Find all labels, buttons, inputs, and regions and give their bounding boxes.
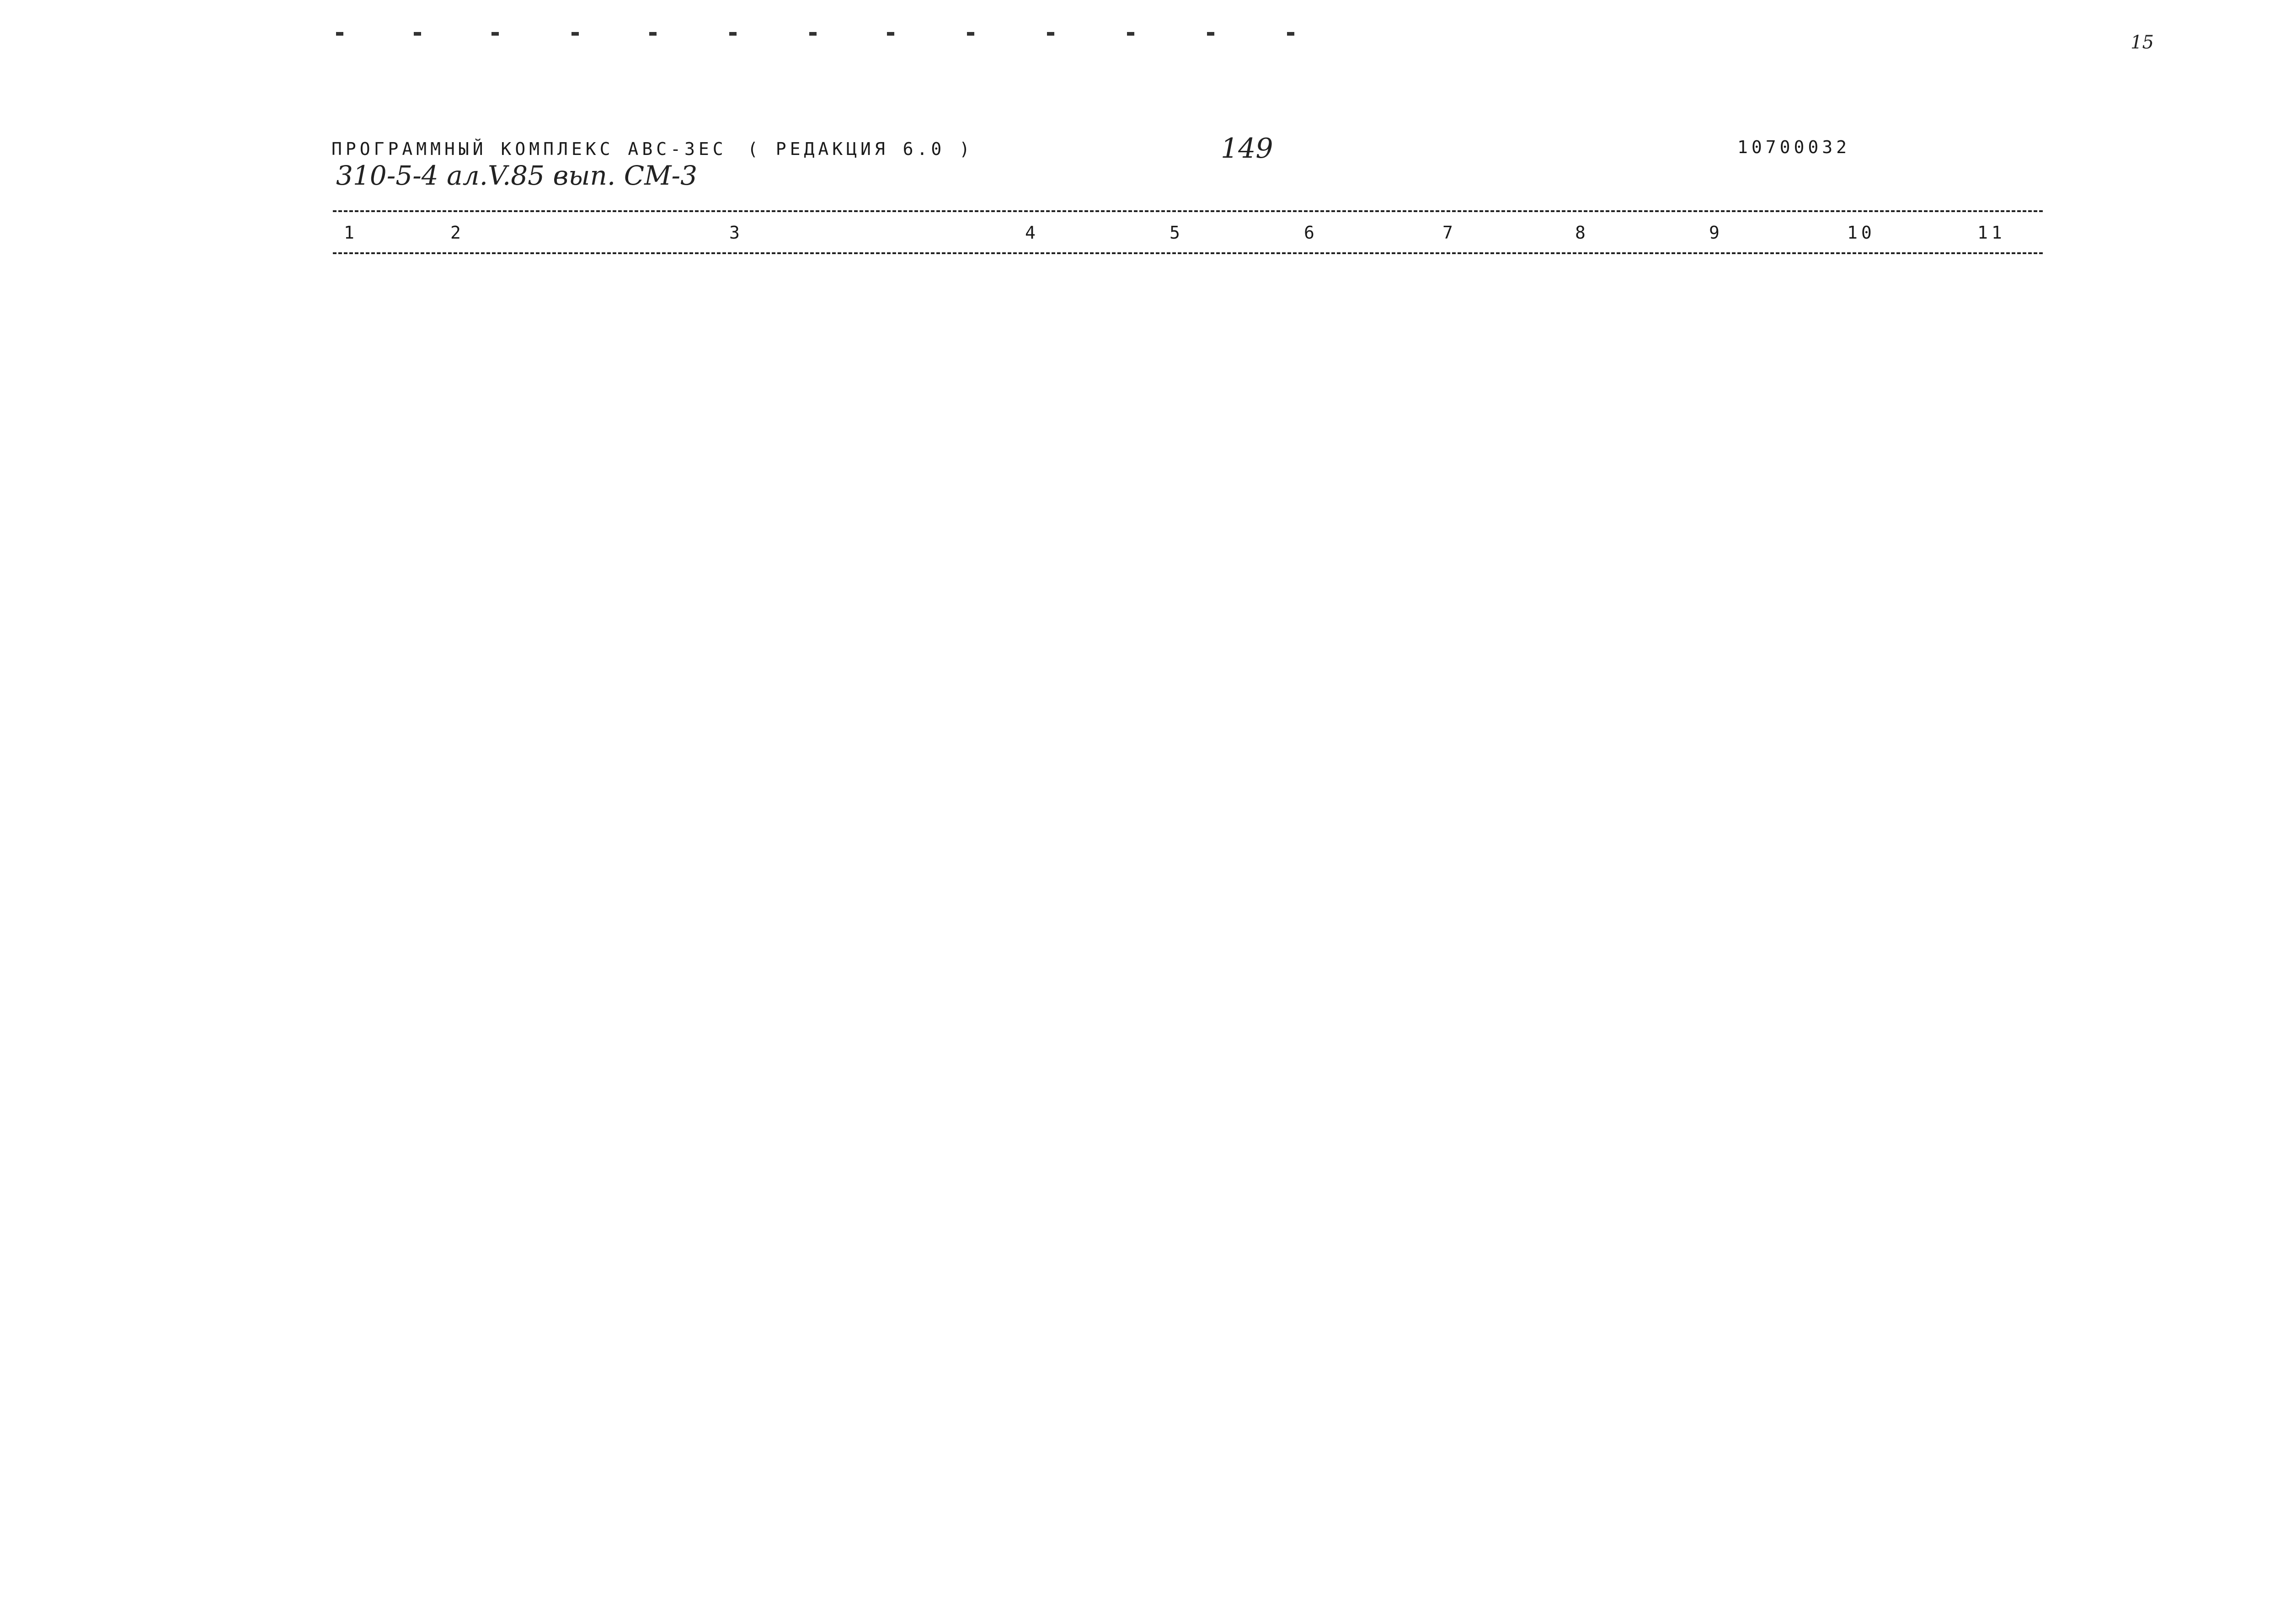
column-number-10: 10: [1847, 223, 1875, 243]
column-number-9: 9: [1709, 223, 1723, 243]
column-number-6: 6: [1304, 223, 1318, 243]
column-number-4: 4: [1025, 223, 1039, 243]
header-bottom-rule: [333, 252, 2043, 254]
top-mark: [887, 32, 894, 36]
page-number: 149: [1221, 133, 1273, 165]
top-mark: [1207, 32, 1214, 36]
top-mark: [967, 32, 974, 36]
column-number-11: 11: [1977, 223, 2006, 243]
top-mark: [414, 32, 421, 36]
header-top-rule: [333, 210, 2043, 212]
top-mark: [809, 32, 817, 36]
column-number-1: 1: [344, 223, 358, 243]
top-mark: [336, 32, 343, 36]
top-mark: [1287, 32, 1294, 36]
handwritten-reference: 310-5-4 ал.V.85 вып. СМ-3: [336, 160, 697, 191]
document-code: 10700032: [1737, 137, 1851, 157]
top-mark: [1127, 32, 1134, 36]
corner-mark: 15: [2131, 32, 2154, 53]
top-mark: [729, 32, 737, 36]
top-mark: [649, 32, 657, 36]
column-number-2: 2: [450, 223, 465, 243]
top-mark: [491, 32, 499, 36]
column-number-7: 7: [1442, 223, 1457, 243]
top-mark: [1047, 32, 1054, 36]
column-number-5: 5: [1170, 223, 1184, 243]
edition-label: ( РЕДАКЦИЯ 6.0 ): [748, 139, 974, 159]
top-mark: [572, 32, 579, 36]
program-title: ПРОГРАММНЫЙ КОМПЛЕКС АВС-3ЕС: [331, 139, 727, 159]
column-number-3: 3: [729, 223, 743, 243]
column-number-8: 8: [1575, 223, 1589, 243]
